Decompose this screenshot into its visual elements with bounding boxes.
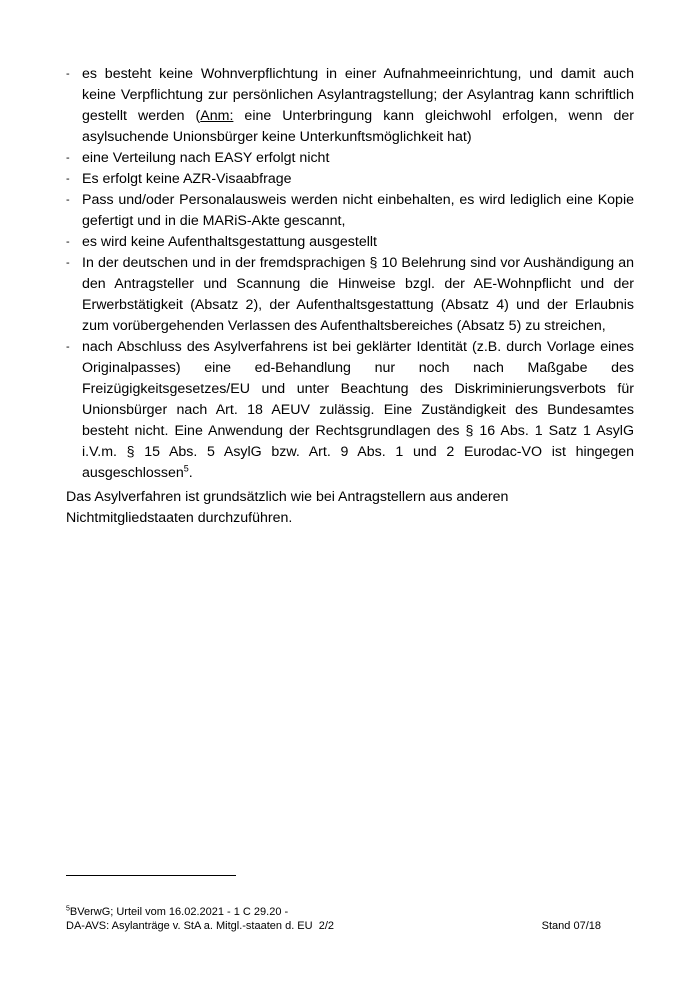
list-item [66, 337, 634, 484]
bullet-marker: - [66, 152, 70, 164]
list-item [66, 232, 634, 253]
footer-document-reference: DA-AVS: Asylanträge v. StA a. Mitgl.-staaten d. EU 2/2 [66, 920, 334, 932]
bullet-text: es besteht keine Wohnverpflichtung in einer Aufnahmeeinrichtung, und damit auch keine Verpflichtung zur persönlichen Asylantragstellung; der Asylantrag kann schriftlich gestellt werden ( [82, 66, 634, 124]
bullet-text: Pass und/oder Personalausweis werden nicht einbehalten, es wird lediglich eine Kopie gefertigt und in die MARiS-Akte gescannt, [82, 192, 634, 229]
bullet-text: es wird keine Aufenthaltsgestattung ausgestellt [82, 234, 377, 250]
footnote-divider [66, 875, 236, 876]
bullet-marker: - [66, 236, 70, 248]
footnote [66, 905, 288, 919]
list-item [66, 169, 634, 190]
bullet-tail: . [188, 465, 193, 481]
bullet-text: eine Verteilung nach EASY erfolgt nicht [82, 150, 330, 166]
list-item [66, 148, 634, 169]
bullet-list [66, 64, 634, 484]
footnote-text: BVerwG; Urteil vom 16.02.2021 - 1 C 29.20 - [69, 906, 289, 918]
bullet-marker: - [66, 68, 70, 80]
list-item [66, 64, 634, 148]
bullet-text: Es erfolgt keine AZR-Visaabfrage [82, 171, 292, 187]
bullet-marker: - [66, 257, 70, 269]
list-item [66, 190, 634, 232]
footer-version: Stand 07/18 [541, 920, 601, 932]
annotation-label: Anm: [200, 108, 234, 124]
footnote-reference[interactable]: 5 [183, 463, 189, 474]
bullet-text: nach Abschluss des Asylverfahrens ist bei geklärter Identität (z.B. durch Vorlage eines Originalpasses) eine ed-Behandlung nur noch nach Maßgabe des Freizügigkeitsgesetzes/EU und unter Beachtung des Diskriminierungsverbots für Unionsbürger nach Art. 18 AEUV zulässig. Eine Zuständigkeit des Bundesamtes besteht nicht. Eine Anwendung der Rechtsgrundlagen des § 16 Abs. 1 Satz 1 AsylG i.V.m. § 15 Abs. 5 AsylG bzw. Art. 9 Abs. 1 und 2 Eurodac-VO ist hingegen ausgeschlossen [82, 339, 634, 481]
annotation-text: eine Unterbringung kann gleichwohl erfolgen, wenn der asylsuchende Unionsbürger keine Unterkunftsmöglichkeit hat) [82, 108, 635, 145]
bullet-marker: - [66, 194, 70, 206]
page-footer [66, 919, 601, 933]
footnote-number: 5 [66, 905, 70, 913]
bullet-marker: - [66, 173, 70, 185]
body-paragraph: Das Asylverfahren ist grundsätzlich wie bei Antragstellern aus anderen Nichtmitgliedstaaten durchzuführen. [66, 489, 509, 526]
list-item [66, 253, 634, 337]
bullet-text: In der deutschen und in der fremdsprachigen § 10 Belehrung sind vor Aushändigung an den Antragsteller und Scannung die Hinweise bzgl. der AE-Wohnpflicht und der Erwerbstätigkeit (Absatz 2), der Aufenthaltsgestattung (Absatz 4) und der Erlaubnis zum vorübergehenden Verlassen des Aufenthaltsbereiches (Absatz 5) zu streichen, [82, 255, 634, 334]
bullet-marker: - [66, 341, 70, 353]
